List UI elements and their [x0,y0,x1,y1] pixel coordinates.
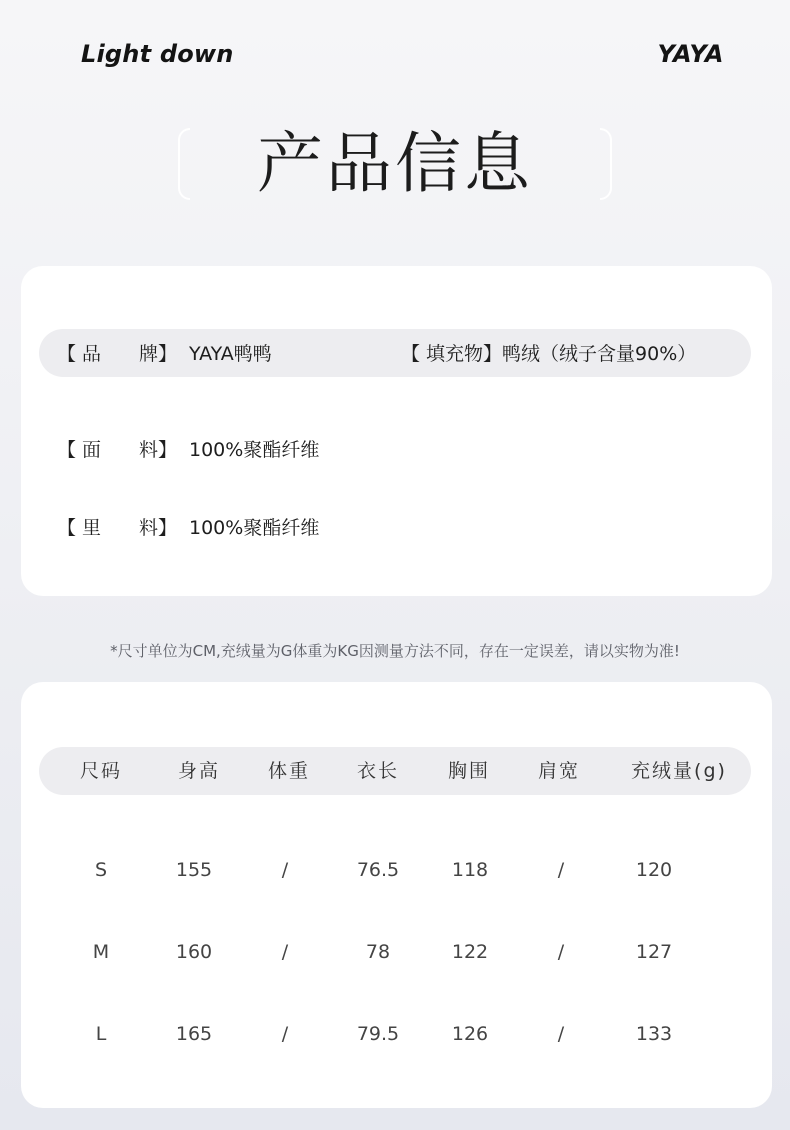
length-cell: 79.5 [356,1023,400,1045]
product-info-card [21,266,772,596]
shoulder-cell: / [557,859,565,881]
down-fill-cell: 127 [635,941,673,963]
brand-logo-text: YAYA [657,40,724,68]
fabric-row [57,438,319,462]
header-height: 身高 [177,760,221,782]
fabric-label: 【 面 料】 [57,439,178,461]
brand-row [57,342,272,366]
lining-value: 100%聚酯纤维 [189,517,320,539]
height-cell: 160 [175,941,213,963]
header-length: 衣长 [356,760,400,782]
size-cell: S [94,859,108,881]
shoulder-cell: / [557,941,565,963]
brand-label: 【 品 牌】 [57,343,178,365]
size-cell: M [92,941,110,963]
brand-tagline: Light down [81,40,234,68]
size-table-card [21,682,772,1108]
length-cell: 76.5 [356,859,400,881]
measurement-note: *尺寸单位为CM,充绒量为G体重为KG因测量方法不同，存在一定误差，请以实物为准! [110,642,680,660]
chest-cell: 118 [451,859,489,881]
right-bracket-decoration [600,128,612,200]
length-cell: 78 [365,941,391,963]
header-weight: 体重 [267,760,311,782]
lining-label: 【 里 料】 [57,517,178,539]
filling-value: 鸭绒（绒子含量90%） [502,343,697,365]
header-shoulder: 肩宽 [537,760,581,782]
fabric-value: 100%聚酯纤维 [189,439,320,461]
shoulder-cell: / [557,1023,565,1045]
brand-value: YAYA鸭鸭 [189,343,272,365]
title-block [178,125,612,204]
chest-cell: 126 [451,1023,489,1045]
page-title: 产品信息 [257,125,533,202]
header-chest: 胸围 [447,760,491,782]
down-fill-cell: 133 [635,1023,673,1045]
filling-row [401,342,696,366]
weight-cell: / [281,1023,289,1045]
header-down-fill: 充绒量(g) [631,760,727,782]
lining-row [57,516,319,540]
weight-cell: / [281,859,289,881]
height-cell: 155 [175,859,213,881]
height-cell: 165 [175,1023,213,1045]
header-size: 尺码 [79,760,123,782]
down-fill-cell: 120 [635,859,673,881]
size-cell: L [95,1023,107,1045]
chest-cell: 122 [451,941,489,963]
weight-cell: / [281,941,289,963]
filling-label: 【 填充物】 [401,343,503,365]
